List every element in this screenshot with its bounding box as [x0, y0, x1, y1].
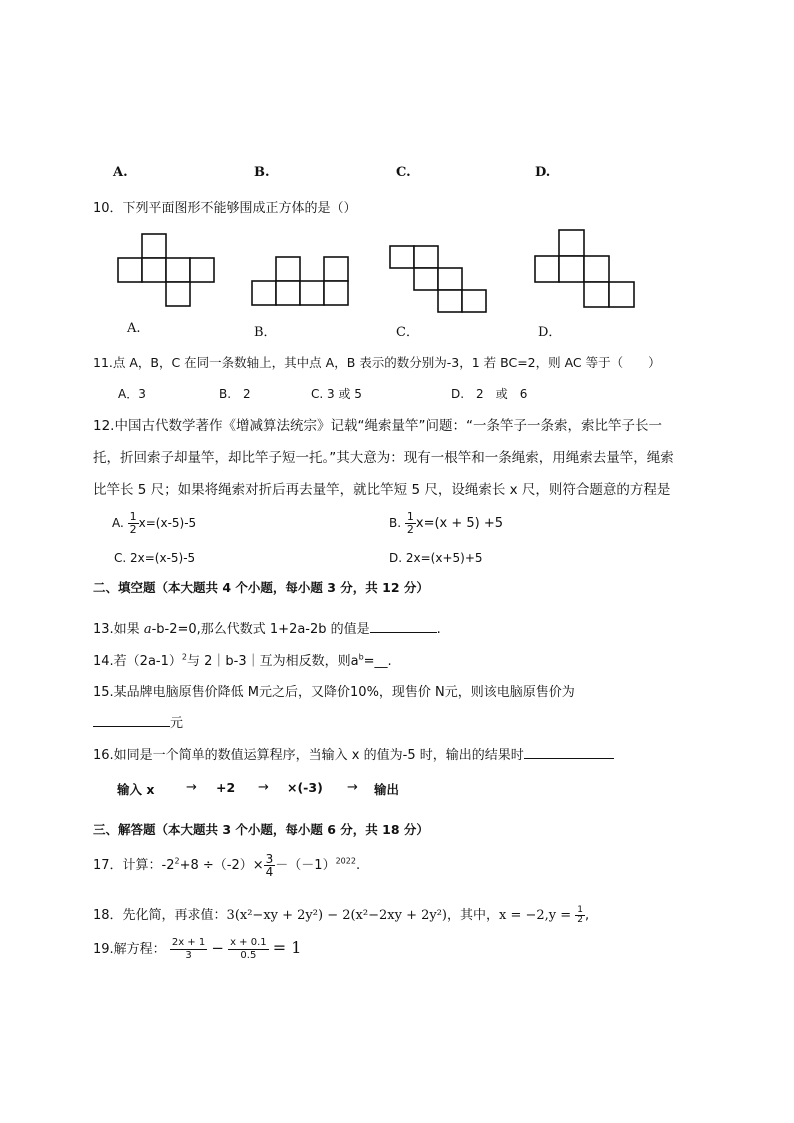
q12-option-b-fraction: $\frac{1}{2}$ [406, 510, 414, 536]
q19-fraction-1: $\frac{2x + 1}{3}$ [171, 937, 206, 961]
q16-stem: 16.如同是一个简单的数值运算程序，当输入 x 的值为-5 时，输出的结果时 [93, 744, 614, 763]
q9-option-c: C. [396, 165, 411, 180]
section-2-heading: 二、填空题（本大题共 4 个小题，每小题 3 分，共 12 分） [93, 580, 429, 595]
q10-net-b [251, 256, 351, 308]
q10-label-c: C． [396, 325, 419, 340]
q11-option-a: A．3 [118, 387, 146, 401]
q17: 17．计算：$-2^2+8 \div(-2)\times$ $\frac{3}{4}$ $-(-1)^{2022}$. [93, 852, 361, 879]
q16-answer-blank[interactable] [524, 746, 614, 759]
q10-stem: 10．下列平面图形不能够围成正方体的是（） [93, 201, 357, 216]
q11-option-b: B. 2 [219, 387, 251, 401]
q9-option-b: B. [254, 165, 270, 180]
q15-line-2: 元 [93, 712, 183, 731]
q19: 19.解方程： $\frac{2x + 1}{3}$ − $\frac{x + 0.1}{0.5}$ = 1 [93, 937, 302, 961]
q19-fraction-2: $\frac{x + 0.1}{0.5}$ [230, 937, 267, 961]
section-3-heading: 三、解答题（本大题共 3 个小题，每小题 6 分，共 18 分） [93, 822, 429, 837]
q17-fraction: $\frac{3}{4}$ [265, 852, 274, 879]
q16-flow-add: +2 [216, 780, 236, 795]
q16-flow-arrow-2: → [258, 780, 269, 795]
q10-net-d [534, 229, 638, 309]
q16-flow-multiply: ×(-3) [287, 780, 323, 795]
q12-line-1: 12.中国古代数学著作《增减算法统宗》记载“绳索量竿”问题：“一条竿子一条索，索比竿子长一 [93, 418, 662, 434]
q16-flow-input: 输入 x [117, 782, 155, 797]
q11-option-d: D. 2 或 6 [451, 387, 528, 401]
q18: 18．先化简，再求值：3(x²−xy + 2y²) − 2(x²−2xy + 2y²)，其中，x = −2,y = $\frac{1}{2}$ , [93, 905, 590, 925]
q15-answer-blank[interactable] [93, 714, 170, 727]
q12-line-2: 托，折回索子却量竿，却比竿子短一托。”其大意为：现有一根竿和一条绳索，用绳索去量竿，绳索 [93, 450, 674, 466]
q11-option-c: C. 3 或 5 [311, 387, 362, 401]
q18-fraction: $\frac{1}{2}$ [577, 905, 584, 925]
q11-stem: 11.点 A，B，C 在同一条数轴上，其中点 A，B 表示的数分别为-3，1 若 BC=2，则 AC 等于（ ） [93, 355, 661, 370]
q12-option-b: B. $\frac{1}{2}$ x=(x + 5) +5 [389, 510, 504, 536]
q10-net-c [389, 245, 489, 313]
q12-line-3: 比竿长 5 尺；如果将绳索对折后再去量竿，就比竿短 5 尺，设绳索长 x 尺，则符合题意的方程是 [93, 482, 671, 498]
q10-label-b: B． [254, 325, 277, 340]
q9-option-a: A. [113, 165, 128, 180]
q10-net-a [117, 233, 217, 309]
q9-option-d: D. [535, 165, 551, 180]
q12-option-a-fraction: $\frac{1}{2}$ [129, 510, 137, 536]
q13-answer-blank[interactable] [370, 620, 437, 633]
q16-flow-arrow-1: → [186, 780, 197, 795]
q16-flow-arrow-3: → [347, 780, 358, 795]
q14: 14.若$(2a-1)^2$与 2｜b-3｜互为相反数，则$a^b=\_\_$. [93, 652, 392, 669]
q12-option-c: C. 2x=(x-5)-5 [114, 551, 196, 565]
q12-option-a: A. $\frac{1}{2}$ x=(x-5)-5 [112, 510, 197, 536]
q13: 13.如果 a-b-2=0,那么代数式 1+2a-2b 的值是 . [93, 622, 441, 637]
q10-label-d: D． [538, 325, 562, 340]
q10-label-a: A. [127, 321, 141, 336]
q16-flow-output: 输出 [374, 782, 400, 797]
q12-option-d: D. 2x=(x+5)+5 [389, 551, 483, 565]
q15-line-1: 15.某品牌电脑原售价降低 M元之后，又降价10%，现售价 N元，则该电脑原售价为 [93, 685, 575, 700]
